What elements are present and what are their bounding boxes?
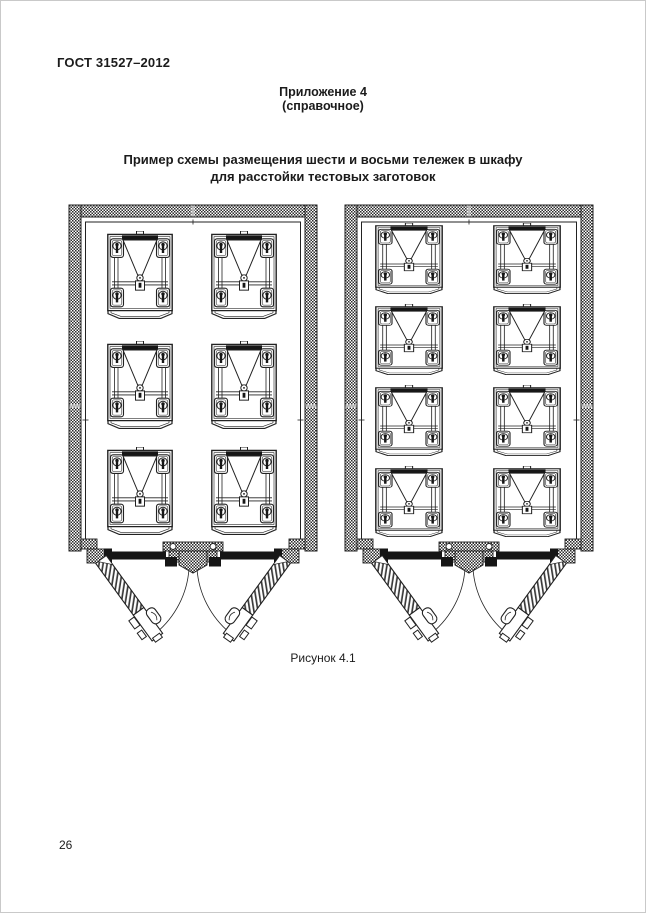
trolley bbox=[108, 447, 172, 535]
trolley bbox=[212, 231, 276, 319]
trolley bbox=[494, 466, 560, 537]
proofing-cabinets-plan bbox=[61, 199, 601, 659]
trolley bbox=[494, 304, 560, 375]
trolley bbox=[494, 385, 560, 456]
appendix-number: Приложение 4 bbox=[279, 85, 367, 99]
trolley bbox=[212, 341, 276, 429]
trolley bbox=[376, 466, 442, 537]
appendix-kind: (справочное) bbox=[282, 98, 364, 113]
trolley bbox=[494, 223, 560, 294]
figure-title-line1: Пример схемы размещения шести и восьми тележек в шкафу bbox=[123, 152, 523, 167]
trolley bbox=[108, 231, 172, 319]
trolley-group-six bbox=[108, 231, 276, 535]
figure-drawing bbox=[61, 199, 601, 659]
cabinet-eight-trolleys bbox=[345, 205, 593, 648]
trolley bbox=[376, 223, 442, 294]
figure-title bbox=[1, 151, 645, 185]
trolley bbox=[212, 447, 276, 535]
trolley bbox=[108, 341, 172, 429]
page-number: 26 bbox=[59, 838, 73, 852]
trolley bbox=[376, 304, 442, 375]
trolley-group-eight bbox=[376, 223, 560, 537]
appendix-heading bbox=[1, 86, 645, 113]
figure-caption: Рисунок 4.1 bbox=[290, 651, 356, 665]
cabinet-six-trolleys bbox=[69, 205, 317, 648]
figure-title-line2: для расстойки тестовых заготовок bbox=[210, 169, 436, 184]
standard-code: ГОСТ 31527–2012 bbox=[57, 55, 171, 70]
trolley bbox=[376, 385, 442, 456]
